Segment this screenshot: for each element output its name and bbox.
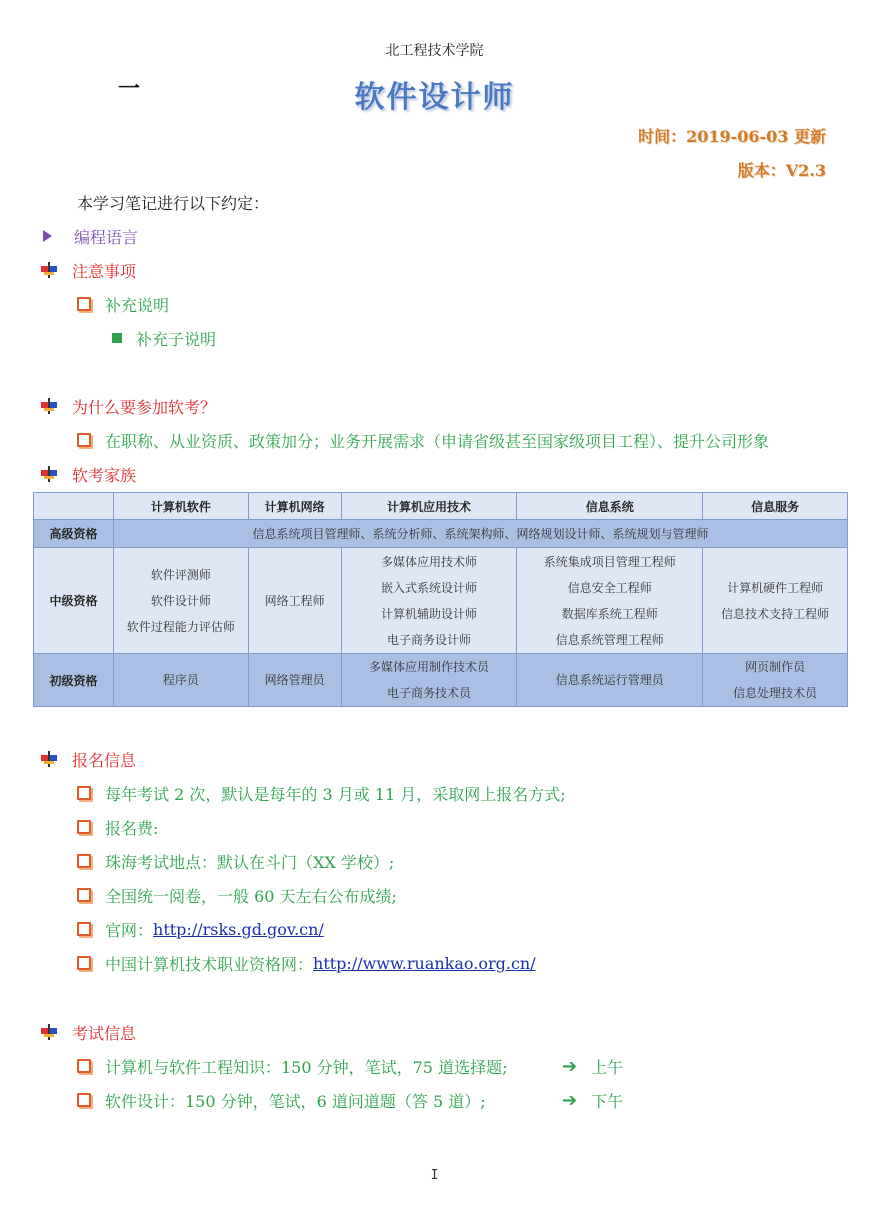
header-dash-mark: 一 (118, 76, 141, 102)
registration-cert-site: 中国计算机技术职业资格网： http://www.ruankao.org.cn/ (77, 951, 536, 975)
legend-supplement: 补充说明 (77, 292, 169, 316)
table-row-low (34, 654, 848, 707)
intro-text: 本学习笔记进行以下约定： (77, 194, 270, 213)
table-header-cell: 信息系统 (517, 493, 703, 520)
square-bullet-icon (112, 333, 122, 343)
right-arrow-icon: ➔ (562, 1089, 578, 1111)
box-bullet-icon (77, 820, 91, 834)
arrow-bullet-icon (43, 230, 52, 242)
box-bullet-icon (77, 433, 91, 447)
high-qualification-list: 信息系统项目管理师、系统分析师、系统架构师、网络规划设计师、系统规划与管理师 (113, 520, 847, 548)
low-info-service-cell: 网页制作员 信息处理技术员 (703, 654, 848, 707)
table-row-high (34, 520, 848, 548)
table-header-cell: 信息服务 (703, 493, 848, 520)
low-software-cell: 程序员 (113, 654, 248, 707)
family-heading: 软考家族 (41, 462, 136, 486)
registration-official-site: 官网： http://rsks.gd.gov.cn/ (77, 917, 324, 941)
low-network-cell: 网络管理员 (248, 654, 341, 707)
update-time: 时间：2019-06-03 更新 (638, 127, 826, 146)
registration-item: 珠海考试地点：默认在斗门（XX 学校）; (77, 849, 394, 873)
table-header-cell: 计算机软件 (113, 493, 248, 520)
low-application-cell: 多媒体应用制作技术员 电子商务技术员 (341, 654, 517, 707)
exam-heading: 考试信息 (41, 1020, 136, 1044)
table-header-cell: 计算机网络 (248, 493, 341, 520)
document-header: 北工程技术学院 (385, 43, 484, 59)
box-bullet-icon (77, 297, 91, 311)
legend-sub-supplement: 补充子说明 (112, 326, 216, 350)
box-bullet-icon (77, 786, 91, 800)
mid-network-cell: 网络工程师 (248, 548, 341, 654)
table-header-cell (34, 493, 114, 520)
official-site-link[interactable]: http://rsks.gd.gov.cn/ (153, 919, 324, 939)
box-bullet-icon (77, 854, 91, 868)
box-bullet-icon (77, 956, 91, 970)
exam-item: 计算机与软件工程知识：150 分钟，笔试，75 道选择题; (77, 1054, 507, 1078)
flag-bullet-icon (41, 751, 57, 767)
table-header-cell: 计算机应用技术 (341, 493, 517, 520)
why-heading: 为什么要参加软考？ (41, 394, 216, 418)
exam-session: ➔ 下午 (562, 1089, 624, 1111)
table-row-mid (34, 548, 848, 654)
flag-bullet-icon (41, 1024, 57, 1040)
exam-session: ➔ 上午 (562, 1055, 624, 1077)
registration-item: 全国统一阅卷，一般 60 天左右公布成绩; (77, 883, 397, 907)
box-bullet-icon (77, 1059, 91, 1073)
legend-attention: 注意事项 (41, 258, 136, 282)
box-bullet-icon (77, 888, 91, 902)
why-reason: 在职称、从业资质、政策加分；业务开展需求（申请省级甚至国家级项目工程）、提升公司形象 (77, 428, 769, 452)
mid-software-cell: 软件评测师 软件设计师 软件过程能力评估师 (113, 548, 248, 654)
box-bullet-icon (77, 922, 91, 936)
exam-item: 软件设计：150 分钟，笔试，6 道问道题（答 5 道）; (77, 1088, 486, 1112)
right-arrow-icon: ➔ (562, 1055, 578, 1077)
mid-application-cell: 多媒体应用技术师 嵌入式系统设计师 计算机辅助设计师 电子商务设计师 (341, 548, 517, 654)
flag-bullet-icon (41, 398, 57, 414)
registration-item: 报名费: (77, 815, 158, 839)
row-label-low: 初级资格 (34, 654, 114, 707)
registration-heading: 报名信息 (41, 747, 136, 771)
box-bullet-icon (77, 1093, 91, 1107)
registration-item: 每年考试 2 次，默认是每年的 3 月或 11 月，采取网上报名方式; (77, 781, 566, 805)
page-number: I (430, 1168, 439, 1183)
qualification-table (33, 492, 848, 707)
flag-bullet-icon (41, 262, 57, 278)
mid-info-system-cell: 系统集成项目管理工程师 信息安全工程师 数据库系统工程师 信息系统管理工程师 (517, 548, 703, 654)
row-label-high: 高级资格 (34, 520, 114, 548)
version-label: 版本：V2.3 (737, 161, 826, 180)
legend-programming-language: 编程语言 (41, 224, 138, 248)
page-title: 软件设计师 (354, 80, 515, 115)
low-info-system-cell: 信息系统运行管理员 (517, 654, 703, 707)
cert-site-link[interactable]: http://www.ruankao.org.cn/ (313, 953, 536, 973)
table-header-row (34, 493, 848, 520)
row-label-mid: 中级资格 (34, 548, 114, 654)
mid-info-service-cell: 计算机硬件工程师 信息技术支持工程师 (703, 548, 848, 654)
flag-bullet-icon (41, 466, 57, 482)
